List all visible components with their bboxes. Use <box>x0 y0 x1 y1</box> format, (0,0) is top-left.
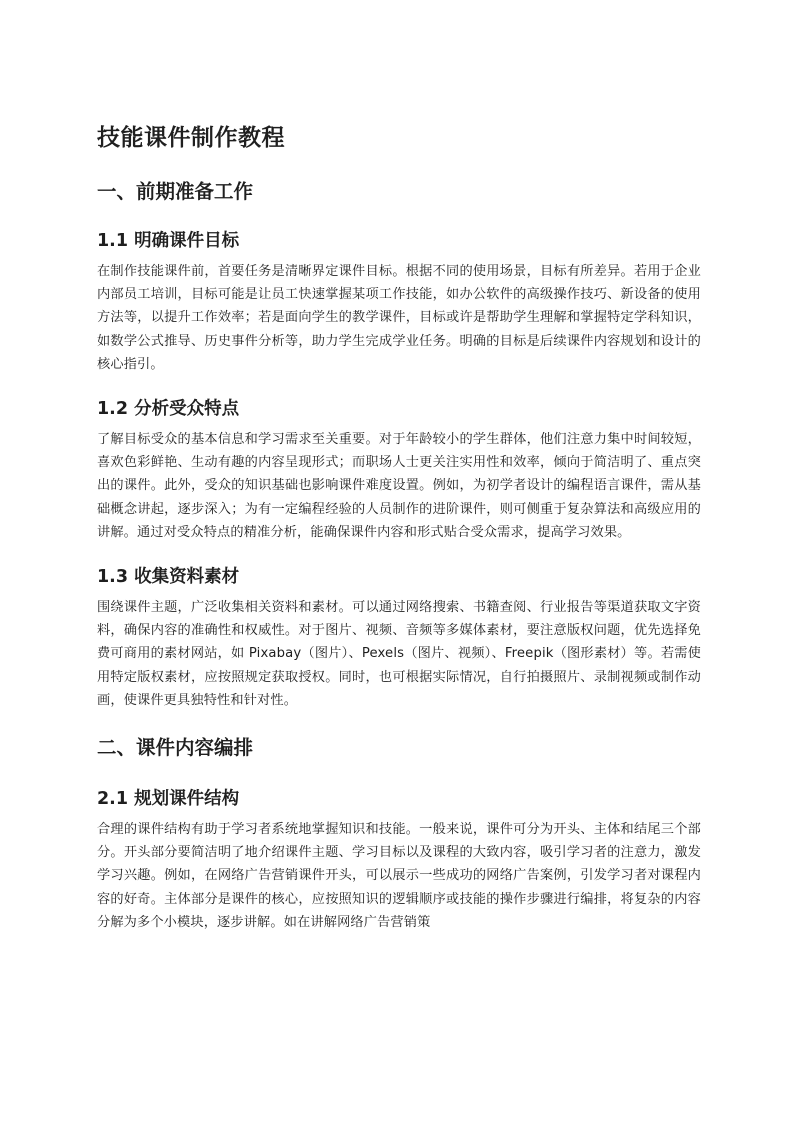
subsection-heading-1-1: 1.1 明确课件目标 <box>97 231 240 251</box>
paragraph-2-1: 合理的课件结构有助于学习者系统地掌握知识和技能。一般来说，课件可分为开头、主体和结尾三个部分。开头部分要简洁明了地介绍课件主题、学习目标以及课程的大致内容，吸引学习者的注意力，激发学习兴趣。例如，在网络广告营销课件开头，可以展示一些成功的网络广告案例，引发学习者对课程内容的好奇。主体部分是课件的核心，应按照知识的逻辑顺序或技能的操作步骤进行编排，将复杂的内容分解为多个小模块，逐步讲解。如在讲解网络广告营销策 <box>97 822 701 930</box>
section-heading-2: 二、课件内容编排 <box>97 736 254 760</box>
paragraph-1-2: 了解目标受众的基本信息和学习需求至关重要。对于年龄较小的学生群体，他们注意力集中时间较短，喜欢色彩鲜艳、生动有趣的内容呈现形式；而职场人士更关注实用性和效率，倾向于简洁明了、重点突出的课件。此外，受众的知识基础也影响课件难度设置。例如，为初学者设计的编程语言课件，需从基础概念讲起，逐步深入；为有一定编程经验的人员制作的进阶课件，则可侧重于复杂算法和高级应用的讲解。通过对受众特点的精准分析，能确保课件内容和形式贴合受众需求，提高学习效果。 <box>97 432 701 540</box>
paragraph-1-3: 围绕课件主题，广泛收集相关资料和素材。可以通过网络搜索、书籍查阅、行业报告等渠道获取文字资料，确保内容的准确性和权威性。对于图片、视频、音频等多媒体素材，要注意版权问题，优先选择免费可商用的素材网站，如 Pixabay（图片）、Pexels（图片、视频）、Freepik（图形素材）等。若需使用特定版权素材，应按照规定获取授权。同时，也可根据实际情况，自行拍摄照片、录制视频或制作动画，使课件更具独特性和针对性。 <box>97 600 701 708</box>
section-heading-1: 一、前期准备工作 <box>97 180 254 203</box>
document-page <box>97 118 701 934</box>
subsection-heading-1-3: 1.3 收集资料素材 <box>97 567 240 588</box>
subsection-heading-1-2: 1.2 分析受众特点 <box>97 399 240 420</box>
paragraph-1-1: 在制作技能课件前，首要任务是清晰界定课件目标。根据不同的使用场景，目标有所差异。若用于企业内部员工培训，目标可能是让员工快速掌握某项工作技能，如办公软件的高级操作技巧、新设备的使用方法等，以提升工作效率；若是面向学生的教学课件，目标或许是帮助学生理解和掌握特定学科知识，如数学公式推导、历史事件分析等，助力学生完成学业任务。明确的目标是后续课件内容规划和设计的核心指引。 <box>97 264 701 372</box>
subsection-heading-2-1: 2.1 规划课件结构 <box>97 789 240 810</box>
document-title: 技能课件制作教程 <box>97 125 285 151</box>
